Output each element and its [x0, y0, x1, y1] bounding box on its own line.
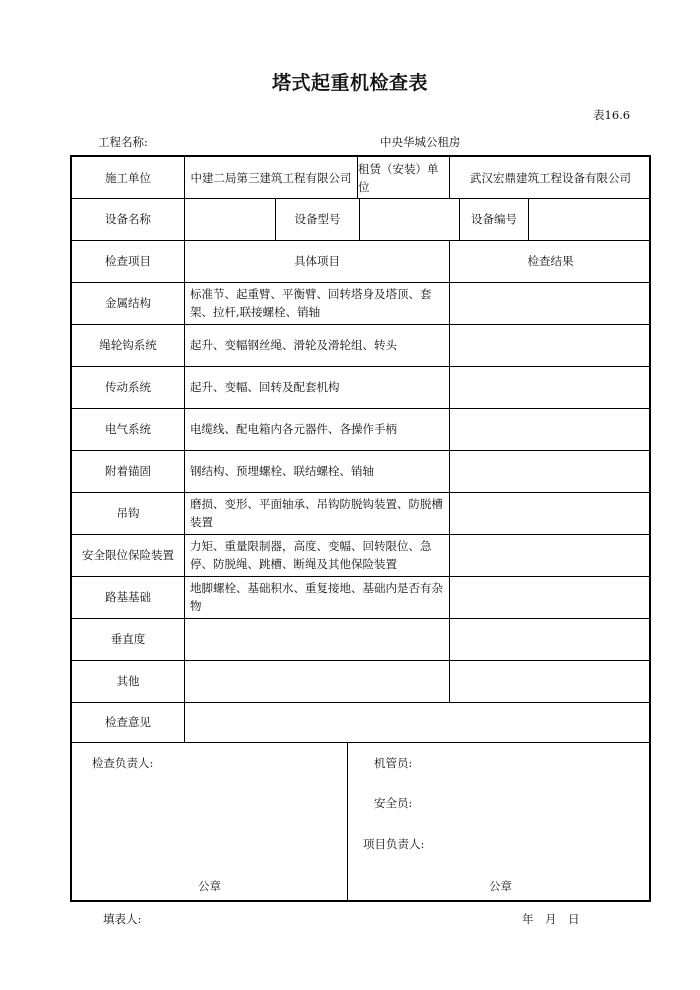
item-result [450, 618, 651, 660]
equipment-name-value [185, 198, 275, 240]
item-result [450, 366, 651, 408]
row-divider [72, 742, 651, 743]
machine-manager-label: 机管员: [374, 756, 413, 770]
item-detail [185, 618, 449, 660]
project-name-value: 中央华城公租房 [380, 135, 461, 149]
item-name: 路基基础 [105, 590, 151, 604]
opinion-label: 检查意见 [105, 715, 151, 729]
equipment-model-label: 设备型号 [294, 212, 341, 226]
inspector-label: 检查负责人: [92, 756, 154, 770]
construction-unit-value: 中建二局第三建筑工程有限公司 [190, 170, 352, 185]
lessor-unit-value: 武汉宏鼎建筑工程设备有限公司 [470, 170, 631, 185]
item-name: 传动系统 [105, 380, 151, 394]
equipment-number-value [529, 198, 651, 240]
opinion-value [185, 702, 651, 742]
item-result [450, 492, 651, 534]
item-detail: 钢结构、预埋螺栓、联结螺栓、销轴 [190, 464, 374, 478]
item-result [450, 576, 651, 618]
item-name: 安全限位保险装置 [82, 548, 174, 562]
header-inspection-item: 检查项目 [105, 254, 151, 268]
stamp-left: 公章 [198, 879, 221, 893]
project-name-label: 工程名称: [98, 135, 148, 149]
item-detail: 标准节、起重臂、平衡臂、回转塔身及塔顶、套架、拉杆,联接螺栓、销轴 [190, 287, 432, 319]
header-result: 检查结果 [527, 254, 574, 268]
construction-unit-label: 施工单位 [105, 170, 151, 185]
form-number: 表16.6 [593, 108, 631, 122]
item-detail: 力矩、重量限制器，高度、变幅、回转限位、急停、防脱绳、跳槽、断绳及其他保险装置 [190, 539, 432, 571]
date-label: 年 月 日 [522, 912, 580, 926]
col-divider [347, 742, 348, 902]
item-detail: 起升、变幅钢丝绳、滑轮及滑轮组、转头 [190, 338, 397, 352]
item-detail [185, 660, 449, 702]
item-name: 吊钩 [116, 506, 140, 520]
item-name: 其他 [116, 674, 140, 688]
item-name: 电气系统 [105, 422, 151, 436]
item-result [450, 450, 651, 492]
item-name: 垂直度 [110, 632, 146, 646]
item-result [450, 408, 651, 450]
stamp-right: 公章 [489, 879, 512, 893]
lessor-unit-label: 租赁（安装）单位 [358, 161, 439, 194]
item-detail: 电缆线、配电箱内各元器件、各操作手柄 [190, 422, 397, 436]
item-result [450, 534, 651, 576]
item-name: 绳轮钩系统 [99, 338, 157, 352]
project-manager-label: 项目负责人: [363, 837, 425, 851]
item-detail: 地脚螺栓、基础积水、重复接地、基础内是否有杂物 [190, 581, 443, 613]
item-result [450, 282, 651, 324]
item-result [450, 660, 651, 702]
form-title: 塔式起重机检查表 [271, 72, 428, 94]
equipment-number-label: 设备编号 [471, 212, 517, 226]
item-name: 附着锚固 [105, 464, 151, 478]
equipment-name-label: 设备名称 [105, 212, 151, 226]
item-result [450, 324, 651, 366]
filler-label: 填表人: [103, 912, 142, 926]
item-name: 金属结构 [105, 296, 151, 310]
equipment-model-value [360, 198, 459, 240]
safety-officer-label: 安全员: [374, 796, 413, 810]
item-detail: 起升、变幅、回转及配套机构 [190, 380, 340, 394]
header-specific-item: 具体项目 [294, 254, 340, 268]
item-detail: 磨损、变形、平面轴承、吊钩防脱钩装置、防脱槽装置 [190, 497, 443, 529]
inspection-table [70, 155, 651, 902]
